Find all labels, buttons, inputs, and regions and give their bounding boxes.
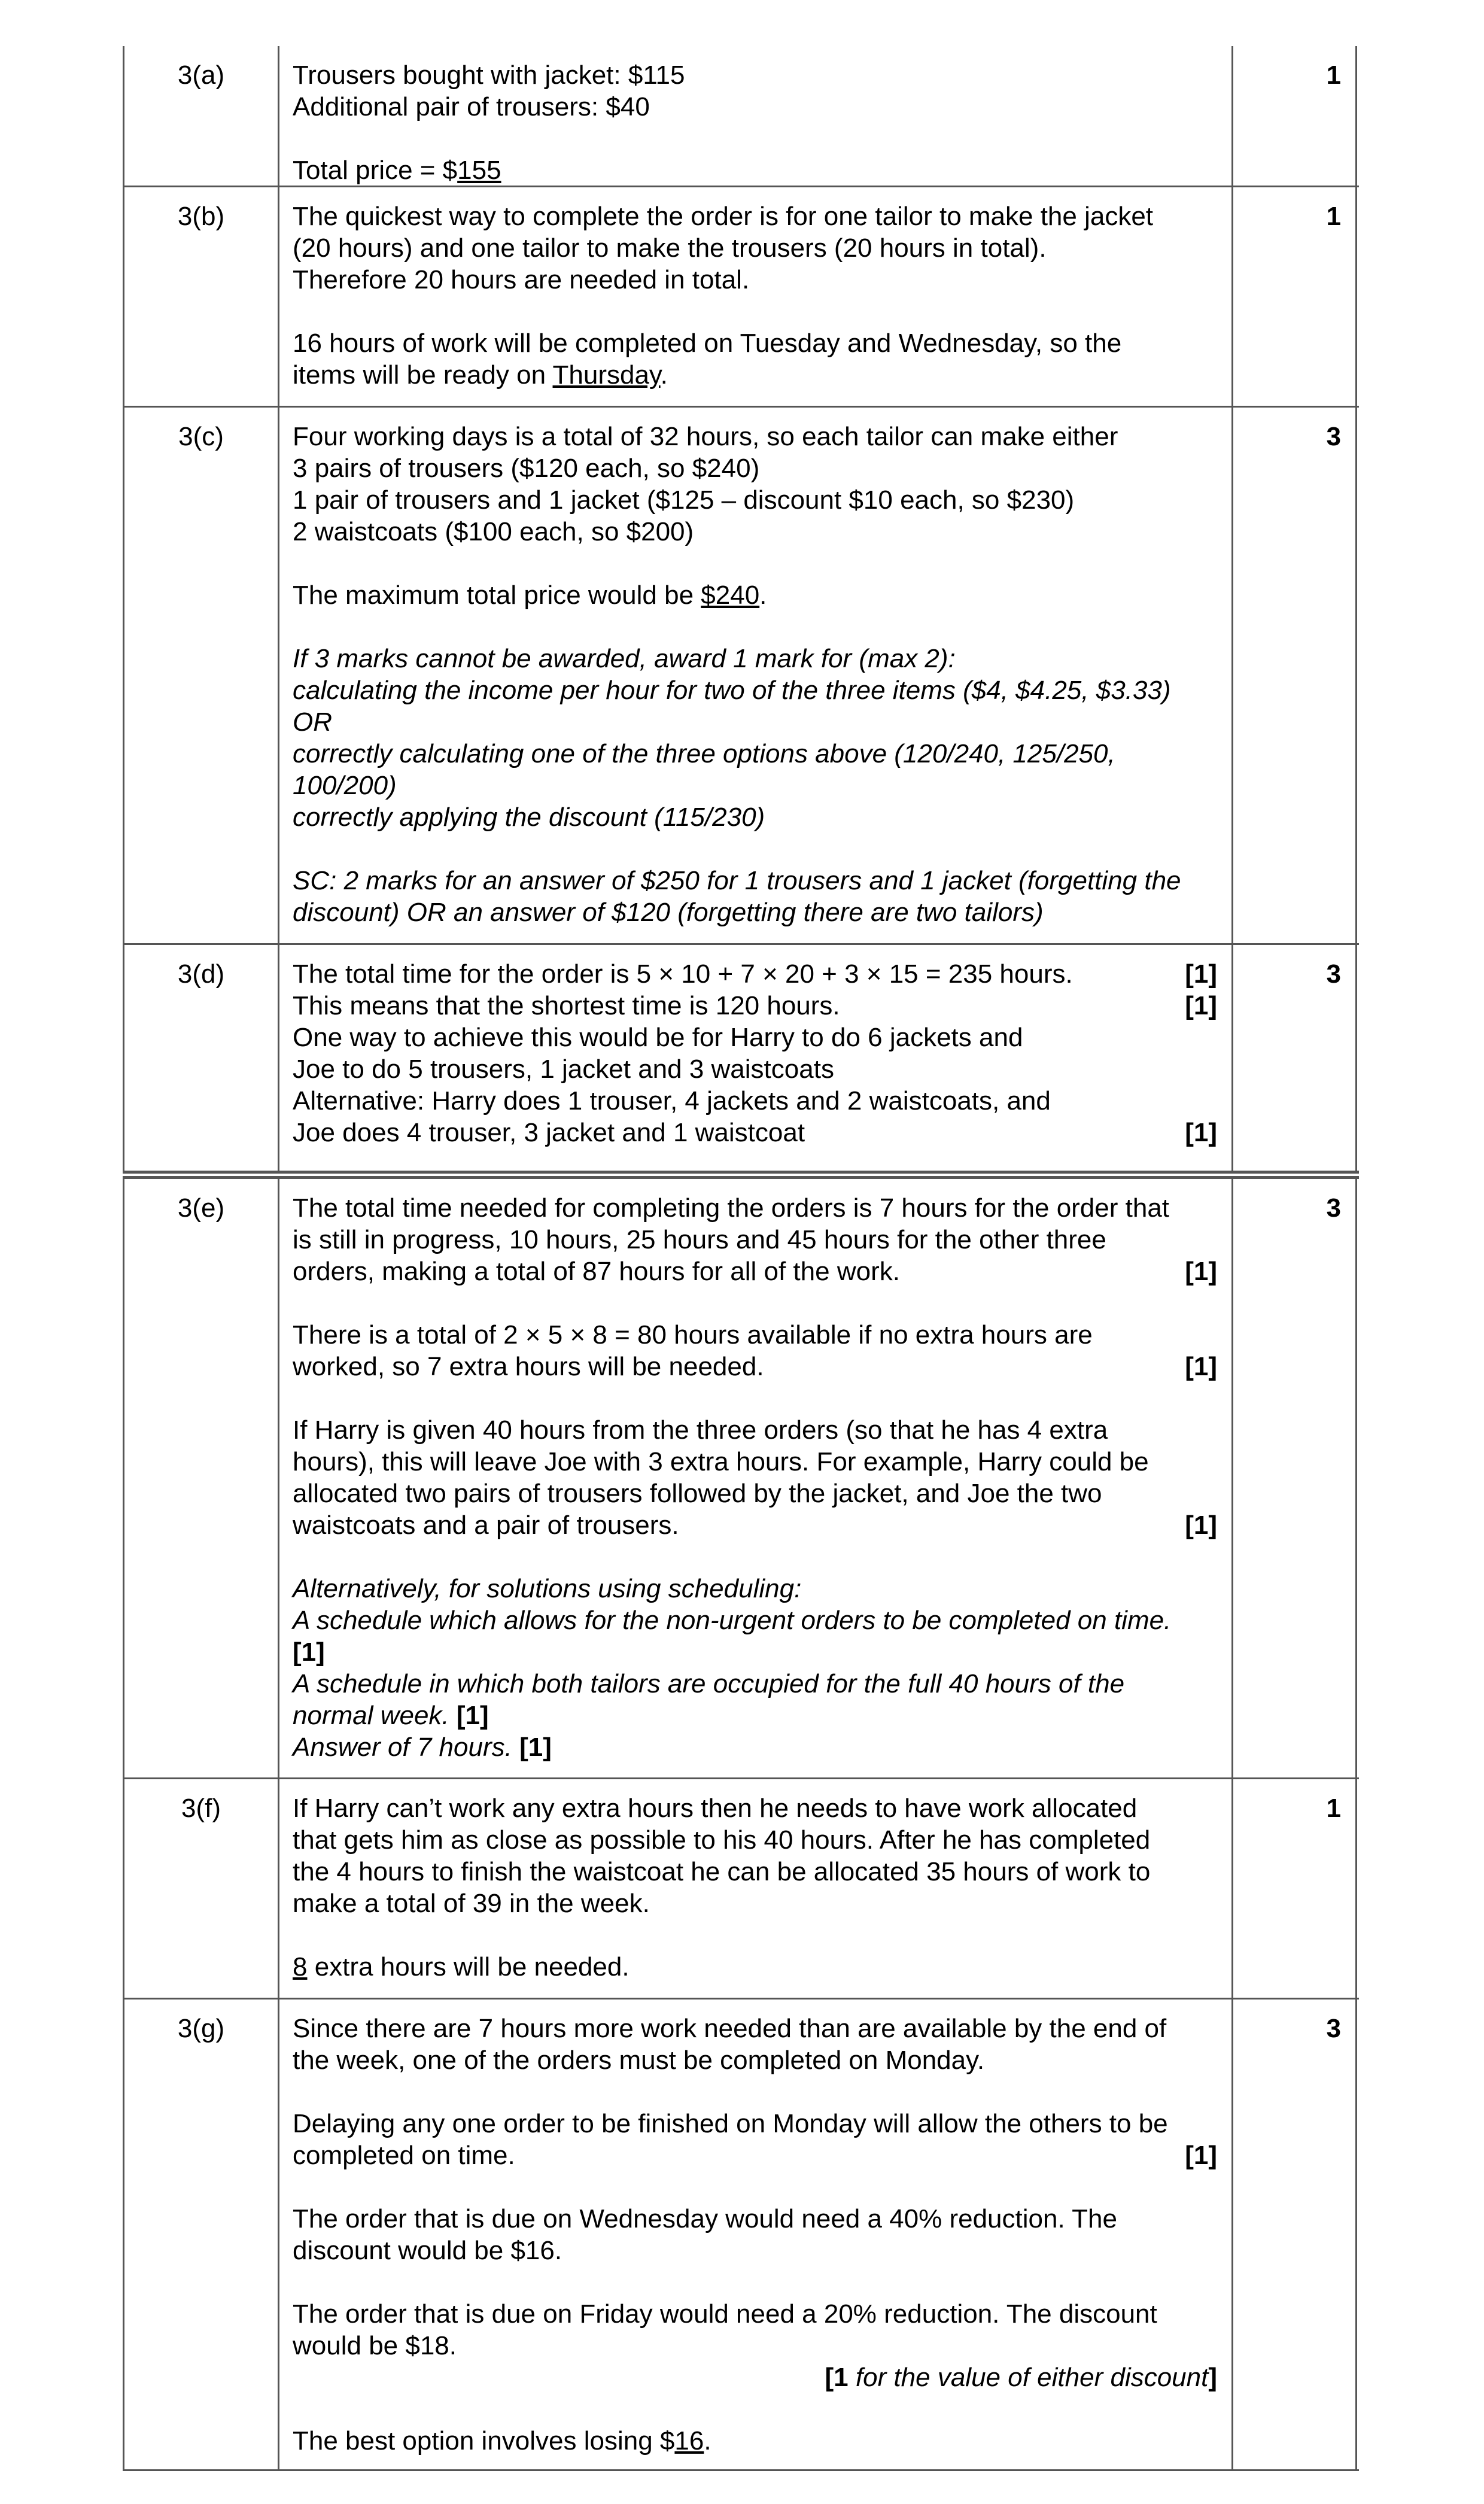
answer-cell	[279, 1779, 1233, 1998]
answer-line: This means that the shortest time is 120 hours. [1]	[293, 991, 1217, 1020]
guidance-line: calculating the income per hour for two of the three items ($4, $4.25, $3.33)	[293, 676, 1171, 705]
answer-line: is still in progress, 10 hours, 25 hours and 45 hours for the other three	[293, 1225, 1106, 1254]
answer-line: The quickest way to complete the order is for one tailor to make the jacket	[293, 202, 1154, 231]
answer-line: items will be ready on Thursday.	[293, 360, 668, 390]
answer-line: The total time needed for completing the orders is 7 hours for the order that	[293, 1193, 1170, 1223]
table-row	[123, 1179, 1359, 1779]
answer-line: If Harry is given 40 hours from the three orders (so that he has 4 extra	[293, 1415, 1108, 1445]
question-number: 3(f)	[123, 1779, 279, 1998]
table-row	[123, 408, 1359, 945]
mark-label: [1]	[1185, 1352, 1217, 1381]
answer-line: 3 pairs of trousers ($120 each, so $240)	[293, 454, 760, 483]
answer-line: completed on time. [1]	[293, 2141, 1217, 2170]
question-number: 3(d)	[123, 945, 279, 1171]
final-answer: 8	[293, 1952, 308, 1982]
guidance-line: correctly applying the discount (115/230)	[293, 803, 765, 832]
mark-scheme-table	[123, 46, 1359, 2471]
guidance-line: SC: 2 marks for an answer of $250 for 1 trousers and 1 jacket (forgetting the	[293, 866, 1181, 895]
answer-line: If Harry can’t work any extra hours then he needs to have work allocated	[293, 1794, 1138, 1823]
table-row	[123, 187, 1359, 408]
guidance-line: 100/200)	[293, 771, 397, 800]
final-answer: 155	[457, 156, 501, 185]
answer-line: 2 waistcoats ($100 each, so $200)	[293, 517, 694, 546]
answer-cell	[279, 1999, 1233, 2469]
answer-line: Joe to do 5 trousers, 1 jacket and 3 waistcoats	[293, 1055, 834, 1084]
answer-line: hours), this will leave Joe with 3 extra hours. For example, Harry could be	[293, 1447, 1149, 1476]
table-row	[123, 945, 1359, 1179]
table-row	[123, 1779, 1359, 1999]
answer-line: the week, one of the orders must be completed on Monday.	[293, 2046, 985, 2075]
answer-line: would be $18.	[293, 2331, 457, 2360]
marks-cell: 1	[1233, 187, 1357, 406]
marks-cell: 3	[1233, 1179, 1357, 1777]
answer-line: 1 pair of trousers and 1 jacket ($125 – discount $10 each, so $230)	[293, 485, 1075, 515]
answer-line: Joe does 4 trouser, 3 jacket and 1 waistcoat [1]	[293, 1118, 1217, 1147]
answer-line: orders, making a total of 87 hours for all of the work. [1]	[293, 1257, 1217, 1286]
answer-line: The order that is due on Friday would need a 20% reduction. The discount	[293, 2299, 1157, 2329]
question-number: 3(g)	[123, 1999, 279, 2469]
marks-cell: 3	[1233, 1999, 1357, 2469]
marks-cell: 1	[1233, 1779, 1357, 1998]
guidance-line: OR	[293, 707, 332, 737]
answer-line: There is a total of 2 × 5 × 8 = 80 hours available if no extra hours are	[293, 1320, 1093, 1350]
answer-line: One way to achieve this would be for Harry to do 6 jackets and	[293, 1023, 1023, 1052]
mark-label: [1]	[1185, 1118, 1217, 1147]
answer-line: The total time for the order is 5 × 10 + 7 × 20 + 3 × 15 = 235 hours. [1]	[293, 959, 1217, 989]
guidance-line: discount) OR an answer of $120 (forgetting there are two tailors)	[293, 898, 1044, 927]
answer-line: waistcoats and a pair of trousers. [1]	[293, 1511, 1217, 1540]
table-row	[123, 1999, 1359, 2471]
marks-cell: 3	[1233, 945, 1357, 1171]
mark-label: [1]	[1185, 959, 1217, 989]
answer-line: Since there are 7 hours more work needed than are available by the end of	[293, 2014, 1167, 2043]
answer-line: (20 hours) and one tailor to make the trousers (20 hours in total).	[293, 233, 1047, 263]
answer-cell	[279, 46, 1233, 186]
answer-line: Four working days is a total of 32 hours, so each tailor can make either	[293, 422, 1118, 451]
answer-line: The best option involves losing $16.	[293, 2426, 711, 2456]
table-row	[123, 46, 1359, 187]
mark-label: [1]	[1185, 991, 1217, 1020]
marks-cell: 3	[1233, 408, 1357, 943]
guidance-line: If 3 marks cannot be awarded, award 1 mark for (max 2):	[293, 644, 956, 673]
answer-line: Total price = $155	[293, 156, 501, 185]
answer-line: The maximum total price would be $240.	[293, 581, 767, 610]
guidance-line: A schedule in which both tailors are occupied for the full 40 hours of the	[293, 1669, 1125, 1698]
answer-line: Delaying any one order to be finished on Monday will allow the others to be	[293, 2109, 1168, 2138]
mark-label: [1]	[293, 1637, 325, 1667]
answer-line: 16 hours of work will be completed on Tuesday and Wednesday, so the	[293, 329, 1122, 358]
answer-line: Additional pair of trousers: $40	[293, 92, 650, 121]
marks-cell: 1	[1233, 46, 1357, 186]
final-answer: 16	[674, 2426, 704, 2456]
answer-line: worked, so 7 extra hours will be needed. [1]	[293, 1352, 1217, 1381]
guidance-line: Answer of 7 hours. [1]	[293, 1733, 552, 1762]
answer-line: the 4 hours to finish the waistcoat he can be allocated 35 hours of work to	[293, 1857, 1151, 1886]
guidance-line: A schedule which allows for the non-urgent orders to be completed on time.	[293, 1606, 1172, 1635]
answer-cell	[279, 945, 1233, 1171]
guidance-line: Alternatively, for solutions using scheduling:	[293, 1574, 802, 1603]
guidance-line: correctly calculating one of the three options above (120/240, 125/250,	[293, 739, 1115, 768]
answer-line: make a total of 39 in the week.	[293, 1889, 650, 1918]
mark-label: [1]	[456, 1701, 489, 1730]
question-number: 3(c)	[123, 408, 279, 943]
answer-line: 8 extra hours will be needed.	[293, 1952, 630, 1982]
answer-cell	[279, 1179, 1233, 1777]
answer-cell	[279, 187, 1233, 406]
final-answer: Thursday	[552, 360, 661, 390]
mark-label: [1]	[519, 1733, 552, 1762]
answer-line: The order that is due on Wednesday would need a 40% reduction. The	[293, 2204, 1117, 2233]
guidance-line: normal week. [1]	[293, 1701, 489, 1730]
mark-label: [1]	[1185, 1257, 1217, 1286]
mark-label: [1]	[1185, 1511, 1217, 1540]
answer-line: discount would be $16.	[293, 2236, 562, 2265]
mark-label: [1]	[1185, 2141, 1217, 2170]
answer-line: allocated two pairs of trousers followed by the jacket, and Joe the two	[293, 1479, 1102, 1508]
answer-line: Alternative: Harry does 1 trouser, 4 jackets and 2 waistcoats, and	[293, 1086, 1051, 1116]
answer-cell	[279, 408, 1233, 943]
question-number: 3(b)	[123, 187, 279, 406]
mark-guidance: [1 for the value of either discount]	[825, 2363, 1217, 2392]
answer-line: Therefore 20 hours are needed in total.	[293, 265, 750, 294]
answer-line: that gets him as close as possible to his 40 hours. After he has completed	[293, 1825, 1151, 1855]
final-answer: $240	[701, 581, 760, 610]
question-number: 3(a)	[123, 46, 279, 186]
answer-line: Trousers bought with jacket: $115	[293, 60, 685, 90]
question-number: 3(e)	[123, 1179, 279, 1777]
